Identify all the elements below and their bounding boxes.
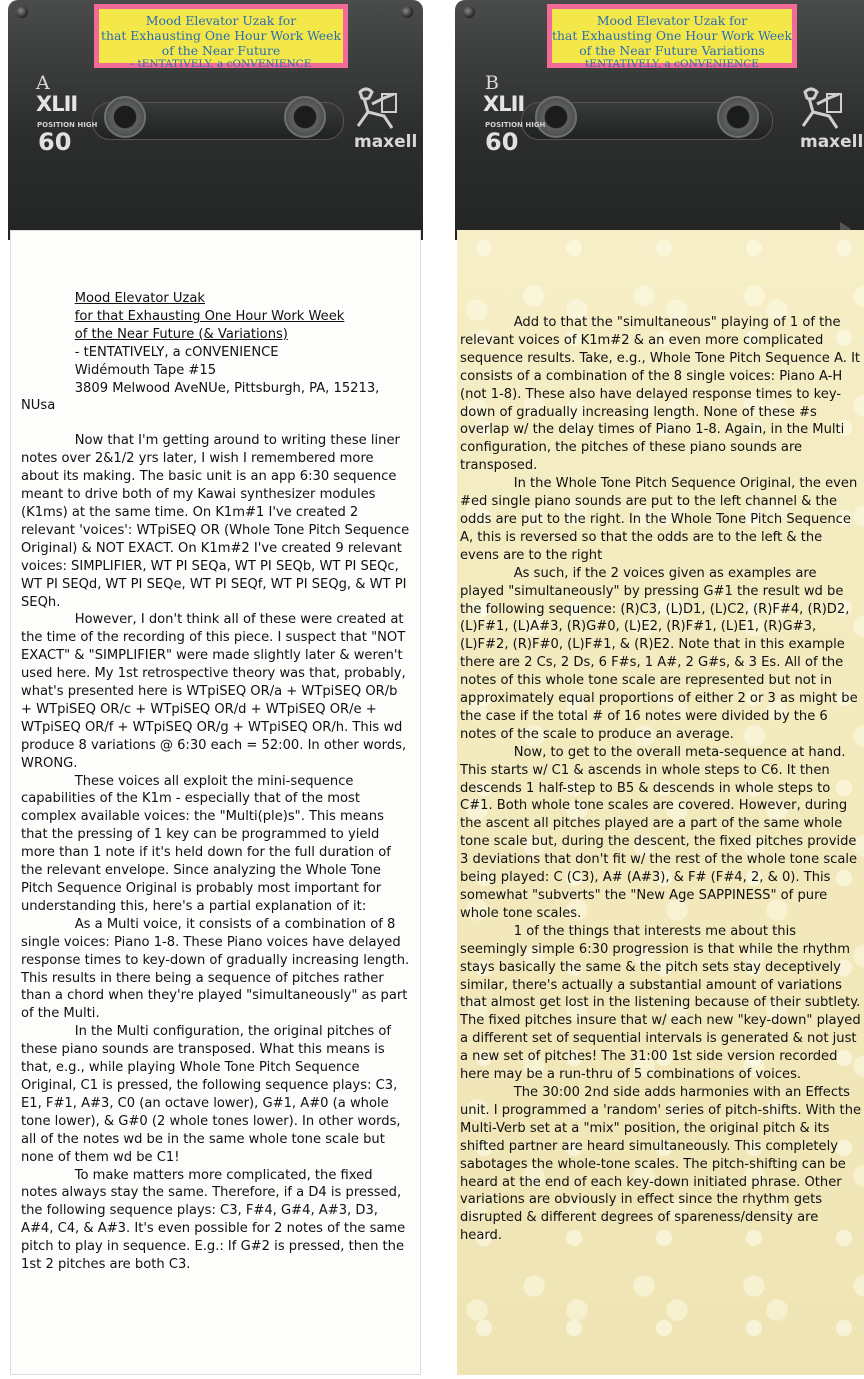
catalog-line: Widémouth Tape #15 xyxy=(74,362,217,378)
paragraph: Add to that the "simultaneous" playing of 1 of the relevant voices of K1m#2 & an even more complicated sequence results. Take, e.g., Whole Tone Pitch Sequence A. It consists of a combination of the 8 single voices: Piano A-H (not 1-8). These also have delayed response times to key-down of gradually increasing length. None of these #s overlap w/ the delay times of Piano 1-8. Again, in the Multi configuration, the pitches of these piano sounds are transposed. xyxy=(460,315,861,474)
cassette-label-b xyxy=(547,4,797,68)
title-line: for that Exhausting One Hour Work Week xyxy=(74,308,345,324)
paragraph: In the Whole Tone Pitch Sequence Original, the even #ed single piano sounds are put to the left channel & the odds are put to the right. In the Whole Tone Pitch Sequence A, this is reversed so that the odds are to the left & the evens are to the right xyxy=(460,476,858,563)
paragraph: To make matters more complicated, the fixed notes always stay the same. Therefore, if a D4 is pressed, the following sequence plays: C3, F#4, G#4, A#3, D3, A#4, C4, & A#3. It's even possible for 2 notes of the same pitch to play in sequence. E.g.: If G#2 is pressed, then the 1st 2 pitches are both C3. xyxy=(21,1167,406,1273)
liner-notes-right xyxy=(457,230,864,1375)
tape-model: XLII xyxy=(36,92,78,116)
paragraph: The 30:00 2nd side adds harmonies with an Effects unit. I programmed a 'random' series of pitch-shifts. With the Multi-Verb set at a "mix" position, the original pitch & its shifted partner are heard simultaneously. This completely sabotages the whole-tone scales. The pitch-shifting can be heard at the end of each key-down initiated phrase. Other variations are obviously in effect since the rhythm gets disrupted & different degrees of spareness/density are heard. xyxy=(460,1084,862,1244)
reel-icon xyxy=(535,96,577,138)
cassette-label-a xyxy=(94,4,348,68)
cassette-shell-b xyxy=(455,0,864,240)
label-line: that Exhausting One Hour Work Week xyxy=(552,28,792,43)
side-letter: B xyxy=(485,72,499,94)
tape-length: 60 xyxy=(485,128,519,156)
paragraph: As such, if the 2 voices given as examples are played "simultaneously" by pressing G#1 the result wd be the following sequence: (R)C3, (L)D1, (L)C2, (R)F#4, (R)D2, (L)F#1, (L)A#3, (R)G#0, (L)E2, (R)F#1, (L)E1, (R)G#3, (L)F#2, (R)F#0, (L)F#1, & (R)E2. Note that in this example there are 2 Cs, 2 Ds, 6 F#s, 1 A#, 2 G#s, & 3 Es. All of the notes of this whole tone scale are represented but not in approximately equal proportions of either 2 or 3 as might be the case if the total # of 16 notes were divided by the 6 notes of the scale to produce an average. xyxy=(460,565,858,742)
screw-icon xyxy=(16,6,28,18)
reel-icon xyxy=(104,96,146,138)
label-author: - tENTATIVELY, a cONVENIENCE xyxy=(130,58,312,70)
reel-icon xyxy=(717,96,759,138)
side-a-panel xyxy=(0,0,431,1379)
screw-icon xyxy=(401,6,413,18)
author-line: - tENTATIVELY, a cONVENIENCE xyxy=(74,344,279,360)
title-line: Mood Elevator Uzak xyxy=(74,291,205,306)
maxell-figure-icon xyxy=(342,84,404,130)
tape-position: POSITION HIGH xyxy=(37,121,98,129)
reel-icon xyxy=(284,96,326,138)
paragraph: 1 of the things that interests me about this seemingly simple 6:30 progression is that while the rhythm stays basically the same & the pitch sets stay deceptively similar, there's actually a substantial amount of variations that almost get lost in the listening because of their subtlety. The fixed pitches insure that w/ each new "key-down" played a different set of sequential intervals is generated & not just a new set of pitches! The 31:00 1st side version recorded here may be a run-thru of 5 combinations of voices. xyxy=(460,923,861,1083)
label-line: Mood Elevator Uzak for xyxy=(596,13,748,28)
label-line: of the Near Future Variations xyxy=(579,43,765,58)
header-block xyxy=(21,290,411,415)
tape-position: POSITION HIGH xyxy=(485,121,546,129)
label-line: Mood Elevator Uzak for xyxy=(145,13,297,28)
tape-length: 60 xyxy=(38,128,72,156)
paragraph: As a Multi voice, it consists of a combination of 8 single voices: Piano 1-8. These Piano voices have delayed response times to key-down of gradually increasing length. This results in there being a sequence of pitches rather than a chord when they're played "simultaneously" as part of the Multi. xyxy=(21,916,410,1022)
paragraph: These voices all exploit the mini-sequence capabilities of the K1m - especially that of the most complex available voices: the "Multi(ple)s". This means that the pressing of 1 key can be programmed to yield more than 1 note if it's held down for the full duration of the relevant envelope. Since analyzing the Whole Tone Pitch Sequence Original is probably most important for understanding this, here's a partial explanation of it: xyxy=(21,773,391,914)
label-line: that Exhausting One Hour Work Week xyxy=(101,28,341,43)
paragraph: In the Multi configuration, the original pitches of these piano sounds are transposed. What this means is that, e.g., while playing Whole Tone Pitch Sequence Original, C1 is pressed, the following sequence plays: C3, E1, F#1, A#3, C0 (an octave lower), G#1, A#0 (a whole tone lower), & G#0 (2 whole tones lower). In other words, all of the notes wd be in the same whole tone scale but none of them wd be C1! xyxy=(21,1024,401,1165)
paragraph: Now that I'm getting around to writing these liner notes over 2&1/2 yrs later, I wish I remembered more about its making. The basic unit is an app 6:30 sequence meant to drive both of my Kawai synthesizer modules (K1ms) at the same time. On K1m#1 I've created 2 relevant 'voices': WTpiSEQ OR (Whole Tone Pitch Sequence Original) & NOT EXACT. On K1m#2 I've created 9 relevant voices: SIMPLIFIER, WT PI SEQa, WT PI SEQb, WT PI SEQc, WT PI SEQd, WT PI SEQe, WT PI SEQf, WT PI SEQg, & WT PI SEQh. xyxy=(21,433,410,610)
paragraph: However, I don't think all of these were created at the time of the recording of this piece. I suspect that "NOT EXACT" & "SIMPLIFIER" were made slightly later & weren't used here. My 1st retrospective theory was that, probably, what's presented here is WTpiSEQ OR/a + WTpiSEQ OR/b + WTpiSEQ OR/c + WTpiSEQ OR/d + WTpiSEQ OR/e + WTpiSEQ OR/f + WTpiSEQ OR/g + WTpiSEQ OR/h. This wd produce 8 variations @ 6:30 each = 52:00. In other words, WRONG. xyxy=(21,612,407,771)
screw-icon xyxy=(463,6,475,18)
paragraph: Now, to get to the overall meta-sequence at hand. This starts w/ C1 & ascends in whole steps to C6. It then descends 1 half-step to B5 & descends in whole steps to C#1. Both whole tone scales are covered. However, during the ascent all pitches played are a part of the same whole tone scale but, during the descent, the fixed pitches provide 3 deviations that don't fit w/ the rest of the whole tone scale being played: C (C3), A# (A#3), & F# (F#4, 2, & 0). This somewhat "subverts" the "New Age SAPPINESS" of pure whole tone scales. xyxy=(460,744,858,921)
tape-model: XLII xyxy=(483,92,525,116)
cassette-shell-a xyxy=(8,0,423,240)
brand-logo: maxell xyxy=(800,132,864,152)
liner-notes-left xyxy=(10,230,421,1375)
label-author: tENTATIVELY, a cONVENIENCE xyxy=(585,58,759,70)
brand-logo: maxell xyxy=(354,132,418,152)
side-b-panel xyxy=(433,0,864,1379)
label-line: of the Near Future xyxy=(161,43,281,58)
maxell-figure-icon xyxy=(787,84,849,130)
title-line: of the Near Future (& Variations) xyxy=(74,326,288,342)
address-line: 3809 Melwood AveNUe, Pittsburgh, PA, 15213, NUsa xyxy=(21,380,380,414)
side-letter: A xyxy=(36,72,50,94)
